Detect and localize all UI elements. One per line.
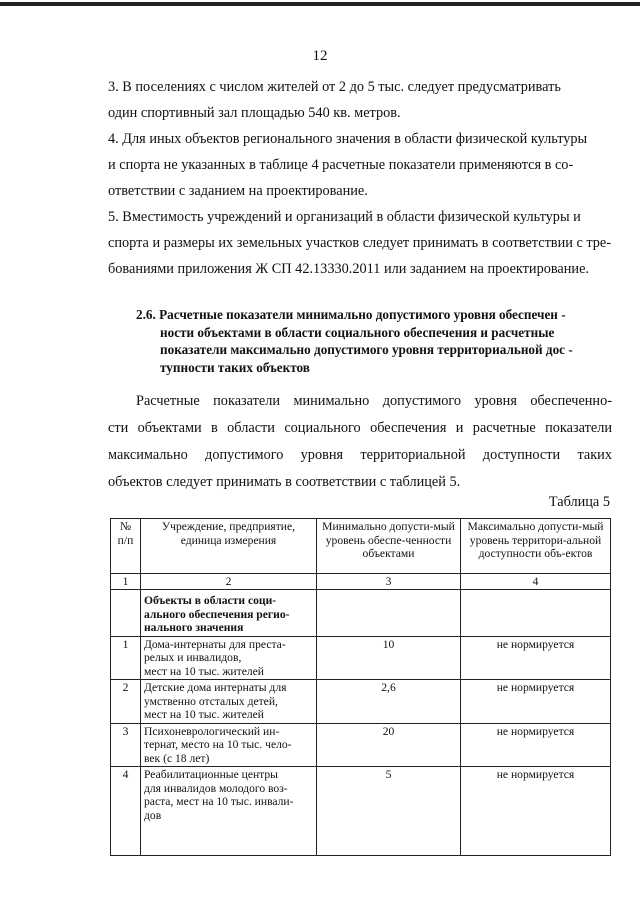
table-header-row [111,519,611,574]
description-line: для инвалидов молодого воз- [144,781,288,795]
row-description [141,680,317,724]
paragraph-line: ответствии с заданием на проектирование. [108,183,368,199]
heading-line: тупности таких объектов [160,359,310,375]
intro-paragraph [108,388,612,496]
paragraph-3 [108,74,612,126]
description-line: Реабилитационные центры [144,768,278,781]
header-max-level: Максимально допусти-мый уровень территори-альной доступности объ-ектов [461,519,611,574]
paragraph-line: 5. Вместимость учреждений и организаций в области физической культуры и [108,209,581,225]
paragraph-line: спорта и размеры их земельных участков следует принимать в соответствии с тре- [108,235,612,251]
row-number: 4 [111,767,141,856]
section-title [141,590,317,637]
column-number: 4 [461,574,611,590]
table-row [111,767,611,856]
table-row [111,723,611,767]
column-number: 2 [141,574,317,590]
page-number: 12 [312,48,328,64]
table-cell-empty [111,590,141,637]
column-number: 3 [317,574,461,590]
description-line: век (с 18 лет) [144,751,210,765]
row-number: 1 [111,636,141,680]
intro-line: Расчетные показатели минимально допустимого уровня обеспеченно- [136,393,612,409]
row-description [141,636,317,680]
intro-line: объектов следует принимать в соответствии с таблицей 5. [108,474,461,490]
paragraph-line: 4. Для иных объектов регионального значения в области физической культуры [108,131,588,147]
row-description [141,767,317,856]
row-min-value: 20 [317,723,461,767]
description-line: мест на 10 тыс. жителей [144,664,264,678]
row-max-value: не нормируется [461,636,611,680]
row-min-value: 10 [317,636,461,680]
row-number: 3 [111,723,141,767]
heading-line: ности объектами в области социального обеспечения и расчетные [160,324,555,340]
description-line: раста, мест на 10 тыс. инвали- [144,795,294,808]
table-row [111,636,611,680]
description-line: мест на 10 тыс. жителей [144,708,264,721]
row-max-value: не нормируется [461,680,611,724]
heading-line: 2.6. Расчетные показатели минимально допустимого уровня обеспечен - [136,307,566,322]
row-max-value: не нормируется [461,767,611,856]
description-line: релых и инвалидов, [144,651,242,664]
standards-table [110,518,611,856]
description-line: умственно отсталых детей, [144,694,278,708]
top-rule [0,2,640,6]
description-line: тернат, место на 10 тыс. чело- [144,738,292,751]
paragraph-line: бованиями приложения Ж СП 42.13330.2011 или заданием на проектирование. [108,261,590,277]
table-caption: Таблица 5 [548,494,610,510]
row-min-value: 2,6 [317,680,461,724]
intro-line: сти объектами в области социального обеспечения и расчетные показатели [108,420,612,436]
heading-line: показатели максимально допустимого уровня территориальной дос - [160,342,573,357]
row-max-value: не нормируется [461,723,611,767]
row-number: 2 [111,680,141,724]
section-title-line: ального обеспечения регио- [144,607,290,621]
description-line: Дома-интернаты для преста- [144,637,286,651]
column-number: 1 [111,574,141,590]
row-description [141,723,317,767]
description-line: дов [144,808,162,822]
section-heading [136,306,610,376]
intro-line: максимально допустимого уровня территориальной доступности таких [108,447,612,463]
header-min-level: Минимально допусти-мый уровень обеспе-ченности объектами [317,519,461,574]
table-cell-empty [317,590,461,637]
row-min-value: 5 [317,767,461,856]
paragraph-line: и спорта не указанных в таблице 4 расчетные показатели применяются в со- [108,157,574,173]
section-title-line: Объекты в области соци- [144,594,277,607]
paragraph-5 [108,204,612,282]
header-number: № п/п [111,519,141,574]
column-number-row [111,574,611,590]
description-line: Детские дома интернаты для [144,681,287,694]
paragraph-line: 3. В поселениях с числом жителей от 2 до 5 тыс. следует предусматривать [108,79,561,95]
header-institution: Учреждение, предприятие, единица измерения [141,519,317,574]
paragraph-4 [108,126,612,204]
section-title-line: нального значения [144,621,244,634]
table-section-row [111,590,611,637]
table-cell-empty [461,590,611,637]
paragraph-line: один спортивный зал площадью 540 кв. метров. [108,105,401,121]
table-row [111,680,611,724]
description-line: Психоневрологический ин- [144,724,280,738]
